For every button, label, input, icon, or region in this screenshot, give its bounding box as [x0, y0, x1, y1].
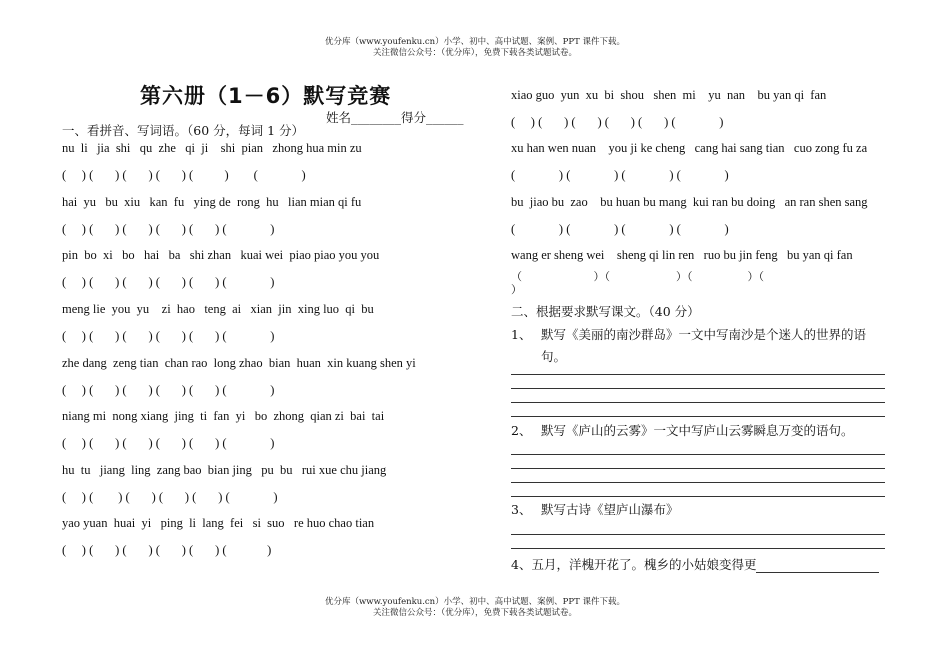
left-pinyin-row-3: pin bo xi bo hai ba shi zhan kuai wei piao piao you you [62, 248, 380, 262]
right-pinyin-row-3: bu jiao bu zao bu huan bu mang kui ran bu doing an ran shen sang [511, 195, 868, 209]
left-answer-row-6: ( ) ( ) ( ) ( ) ( ) ( ) [62, 436, 275, 450]
question-1 [511, 324, 887, 368]
question-1-number: 1、 [511, 327, 532, 342]
footer-line-1: 优分库（www.youfenku.cn）小学、初中、高中试题、案例、PPT 课件下载。 [325, 597, 625, 607]
section1-heading: 一、看拼音、写词语。（60 分，每词 1 分） [62, 123, 305, 138]
question-3 [511, 499, 887, 521]
question-4-blank[interactable] [756, 560, 879, 573]
section2-heading: 二、根据要求默写课文。（40 分） [511, 304, 700, 319]
left-answer-row-4: ( ) ( ) ( ) ( ) ( ) ( ) [62, 329, 275, 343]
left-pinyin-row-8: yao yuan huai yi ping li lang fei si suo re huo chao tian [62, 516, 375, 530]
question-4 [511, 555, 879, 573]
right-pinyin-row-2: xu han wen nuan you ji ke cheng cang hai sang tian cuo zong fu za [511, 141, 868, 155]
footer-line-2: 关注微信公众号：（优分库），免费下载各类试题试卷。 [372, 608, 577, 618]
left-pinyin-row-7: hu tu jiang ling zang bao bian jing pu bu rui xue chu jiang [62, 463, 387, 477]
left-answer-row-8: ( ) ( ) ( ) ( ) ( ) ( ) [62, 543, 272, 557]
question-3-text: 默写古诗《望庐山瀑布》 [541, 502, 679, 517]
header-line-1: 优分库（www.youfenku.cn）小学、初中、高中试题、案例、PPT 课件下载。 [325, 37, 625, 47]
question-3-number: 3、 [511, 502, 532, 517]
left-answer-row-5: ( ) ( ) ( ) ( ) ( ) ( ) [62, 383, 275, 397]
right-pinyin-row-1: xiao guo yun xu bi shou shen mi yu nan bu yan qi fan [511, 88, 827, 102]
question-2-text: 默写《庐山的云雾》一文中写庐山云雾瞬息万变的语句。 [541, 423, 854, 438]
right-answer-row-3: ( ) ( ) ( ) ( ) [511, 222, 729, 236]
left-pinyin-row-4: meng lie you yu zi hao teng ai xian jin xing luo qi bu [62, 302, 374, 316]
left-pinyin-row-6: niang mi nong xiang jing ti fan yi bo zhong qian zi bai tai [62, 409, 385, 423]
question-1-text: 默写《美丽的南沙群岛》一文中写南沙是个迷人的世界的语句。 [541, 327, 867, 364]
left-pinyin-row-2: hai yu bu xiu kan fu ying de rong hu lian mian qi fu [62, 195, 362, 209]
left-pinyin-row-1: nu li jia shi qu zhe qi ji shi pian zhong hua min zu [62, 141, 362, 155]
left-pinyin-row-5: zhe dang zeng tian chan rao long zhao bian huan xin kuang shen yi [62, 356, 416, 370]
right-answer-row-4-cont: ） [511, 284, 522, 296]
left-answer-row-7: ( ) ( ) ( ) ( ) ( ) ( ) [62, 490, 278, 504]
right-pinyin-row-4: wang er sheng wei sheng qi lin ren ruo bu jin feng bu yan qi fan [511, 248, 853, 262]
page-title: 第六册（1－6）默写竞赛 [140, 84, 392, 108]
question-4-number: 4、 [511, 557, 532, 572]
question-2-number: 2、 [511, 423, 532, 438]
right-answer-row-1: ( ) ( ) ( ) ( ) ( ) ( ) [511, 115, 724, 129]
question-4-text: 五月，洋槐开花了。槐乡的小姑娘变得更 [531, 557, 757, 572]
question-2 [511, 420, 887, 442]
header-line-2: 关注微信公众号：（优分库），免费下载各类试题试卷。 [372, 48, 577, 58]
left-answer-row-3: ( ) ( ) ( ) ( ) ( ) ( ) [62, 275, 275, 289]
name-score-row: 姓名________得分______ [326, 110, 464, 125]
right-answer-row-2: ( ) ( ) ( ) ( ) [511, 168, 729, 182]
right-answer-row-4: （ ）（ ）（ ）（ [511, 271, 764, 283]
left-answer-row-2: ( ) ( ) ( ) ( ) ( ) ( ) [62, 222, 275, 236]
left-answer-row-1: ( ) ( ) ( ) ( ) ( ) ( ) [62, 168, 306, 182]
page-footer [0, 597, 950, 619]
page-header [0, 37, 950, 59]
